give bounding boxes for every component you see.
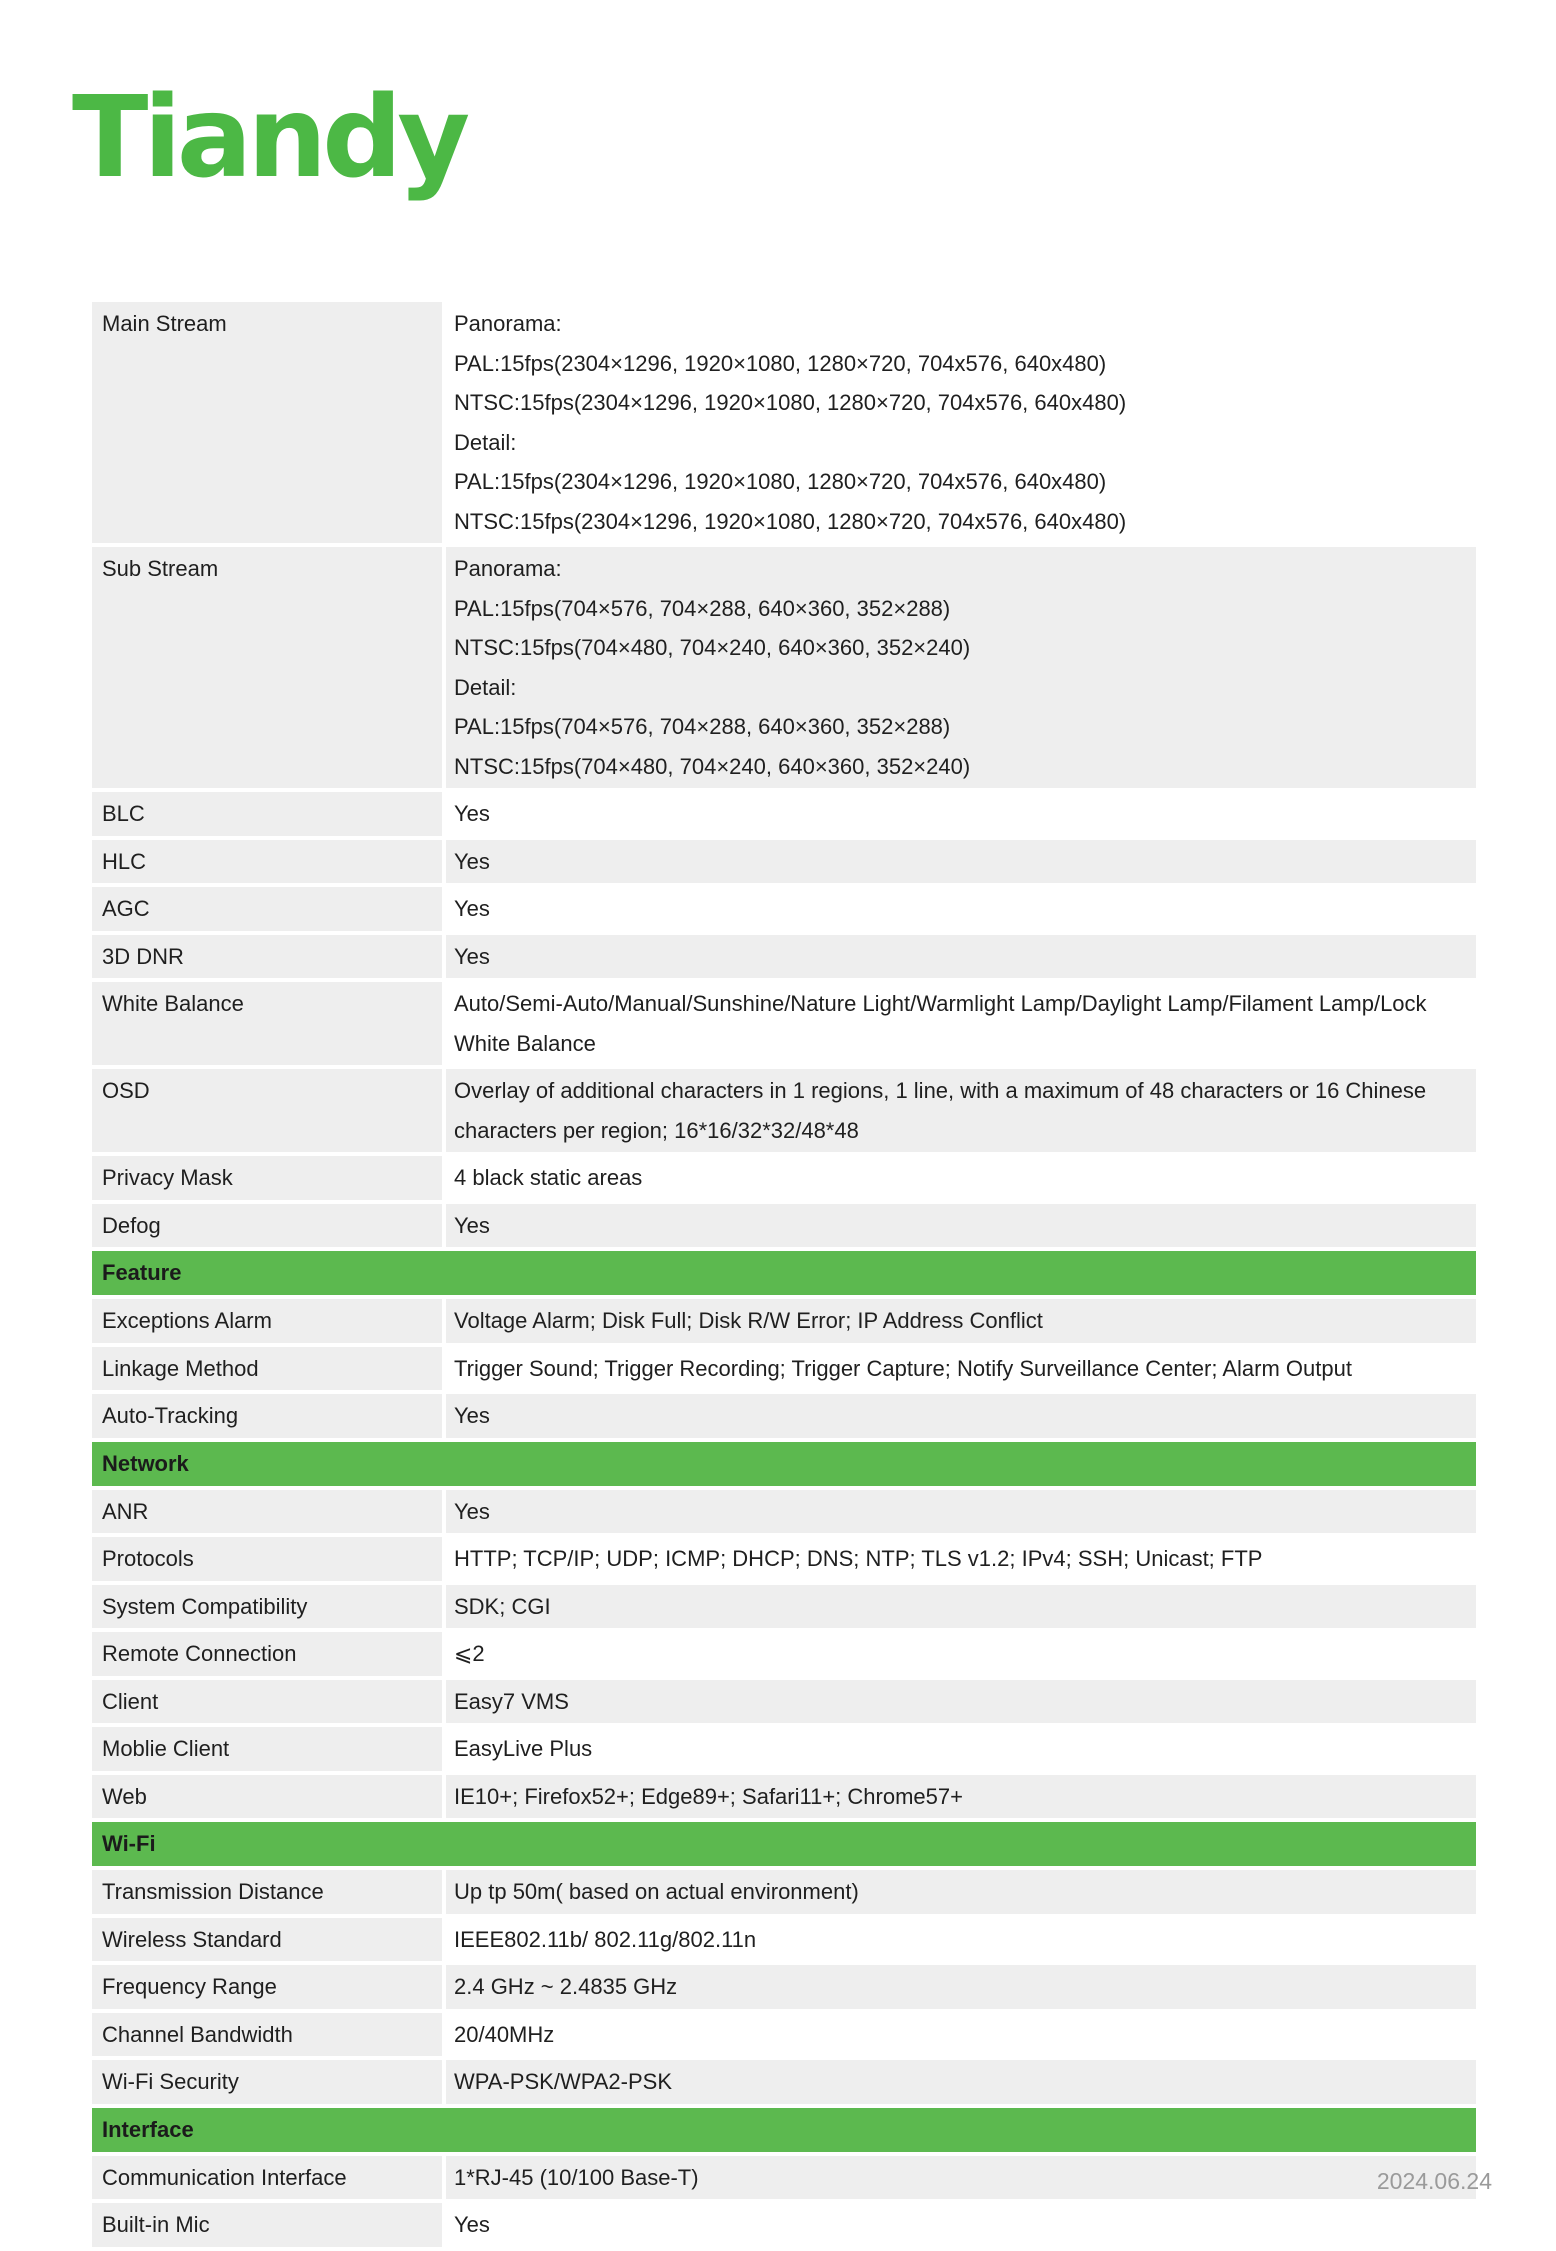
spec-value-line: NTSC:15fps(2304×1296, 1920×1080, 1280×720, 704x576, 640x480) [454,508,1127,534]
spec-label: Moblie Client [92,1727,442,1771]
spec-table [92,302,1476,2251]
section-title: Network [102,1450,189,1476]
spec-value: HTTP; TCP/IP; UDP; ICMP; DHCP; DNS; NTP; TLS v1.2; IPv4; SSH; Unicast; FTP [446,1537,1476,1581]
spec-label: Transmission Distance [92,1870,442,1914]
spec-row-exceptions-alarm [92,1299,1476,1343]
spec-value-line: NTSC:15fps(704×480, 704×240, 640×360, 352×240) [454,635,971,660]
spec-value-line: NTSC:15fps(704×480, 704×240, 640×360, 352×240) [454,753,971,779]
spec-row-wifi-security [92,2060,1476,2104]
spec-value-line: PAL:15fps(704×576, 704×288, 640×360, 352×288) [454,595,951,621]
section-header-interface [92,2108,1476,2152]
spec-label: System Compatibility [92,1585,442,1629]
spec-value-line: White Balance [454,1030,596,1056]
spec-row-system-compatibility [92,1585,1476,1629]
spec-label: Auto-Tracking [92,1394,442,1438]
spec-row-blc [92,792,1476,836]
spec-row-mobile-client [92,1727,1476,1771]
spec-value: Easy7 VMS [446,1680,1476,1724]
spec-value: ⩽2 [446,1632,1476,1676]
spec-label: Wireless Standard [92,1918,442,1962]
spec-value-line: NTSC:15fps(2304×1296, 1920×1080, 1280×720, 704x576, 640x480) [454,390,1127,415]
spec-row-wireless-standard [92,1918,1476,1962]
section-header-feature [92,1251,1476,1295]
section-title: Feature [102,1260,182,1285]
spec-label: 3D DNR [92,935,442,979]
spec-label: Main Stream [92,302,442,543]
spec-label: Exceptions Alarm [92,1299,442,1343]
spec-row-privacy-mask [92,1156,1476,1200]
spec-value: 2.4 GHz ~ 2.4835 GHz [446,1965,1476,2009]
spec-value: IE10+; Firefox52+; Edge89+; Safari11+; Chrome57+ [446,1775,1476,1819]
spec-value: Up tp 50m( based on actual environment) [446,1870,1476,1914]
spec-label: Client [92,1680,442,1724]
spec-value-line: Panorama: [454,556,562,581]
spec-label: BLC [92,792,442,836]
spec-value-line: Overlay of additional characters in 1 regions, 1 line, with a maximum of 48 characters or 16 Chinese [454,1078,1427,1103]
spec-label: Remote Connection [92,1632,442,1676]
spec-row-linkage-method [92,1347,1476,1391]
spec-value: Yes [446,792,1476,836]
spec-row-remote-connection [92,1632,1476,1676]
spec-label: Built-in Mic [92,2203,442,2247]
spec-value: 1*RJ-45 (10/100 Base-T) [446,2156,1476,2200]
spec-value [446,302,1476,543]
spec-row-protocols [92,1537,1476,1581]
spec-value-line: Detail: [454,674,517,700]
spec-row-anr [92,1490,1476,1534]
spec-label: HLC [92,840,442,884]
spec-label: Sub Stream [92,547,442,788]
spec-value [446,982,1476,1065]
section-header-network [92,1442,1476,1486]
spec-value: Yes [446,840,1476,884]
spec-row-auto-tracking [92,1394,1476,1438]
spec-value: SDK; CGI [446,1585,1476,1629]
spec-value-line: PAL:15fps(2304×1296, 1920×1080, 1280×720, 704x576, 640x480) [454,350,1107,376]
section-title: Wi-Fi [102,1831,156,1856]
spec-value: Yes [446,2203,1476,2247]
brand-logo: Tiandy [72,73,466,203]
spec-row-agc [92,887,1476,931]
spec-label: Frequency Range [92,1965,442,2009]
spec-label: Web [92,1775,442,1819]
spec-label: Privacy Mask [92,1156,442,1200]
spec-value: Yes [446,1394,1476,1438]
spec-label: Protocols [92,1537,442,1581]
spec-value: 4 black static areas [446,1156,1476,1200]
spec-value-line: Detail: [454,429,517,455]
spec-row-main-stream [92,302,1476,543]
spec-value: Yes [446,1204,1476,1248]
spec-row-osd [92,1069,1476,1152]
spec-label: Defog [92,1204,442,1248]
spec-label: AGC [92,887,442,931]
spec-row-web [92,1775,1476,1819]
spec-value: WPA-PSK/WPA2-PSK [446,2060,1476,2104]
spec-row-hlc [92,840,1476,884]
spec-value: EasyLive Plus [446,1727,1476,1771]
spec-value: Trigger Sound; Trigger Recording; Trigger Capture; Notify Surveillance Center; Alarm Output [446,1347,1476,1391]
spec-value-line: characters per region; 16*16/32*32/48*48 [454,1117,859,1143]
section-header-wifi [92,1822,1476,1866]
spec-value [446,547,1476,788]
spec-value [446,1069,1476,1152]
spec-row-3d-dnr [92,935,1476,979]
spec-row-builtin-mic [92,2203,1476,2247]
spec-value-line: PAL:15fps(704×576, 704×288, 640×360, 352×288) [454,714,951,739]
spec-label: Channel Bandwidth [92,2013,442,2057]
spec-value: IEEE802.11b/ 802.11g/802.11n [446,1918,1476,1962]
spec-value: Voltage Alarm; Disk Full; Disk R/W Error; IP Address Conflict [446,1299,1476,1343]
spec-value-line: Panorama: [454,311,562,336]
spec-value: 20/40MHz [446,2013,1476,2057]
section-title: Interface [102,2116,194,2142]
spec-label: Linkage Method [92,1347,442,1391]
spec-label: ANR [92,1490,442,1534]
spec-row-defog [92,1204,1476,1248]
spec-value: Yes [446,887,1476,931]
spec-row-channel-bandwidth [92,2013,1476,2057]
spec-label: Wi-Fi Security [92,2060,442,2104]
document-date: 2024.06.24 [1376,2168,1492,2194]
spec-row-client [92,1680,1476,1724]
spec-value: Yes [446,1490,1476,1534]
spec-label: Communication Interface [92,2156,442,2200]
spec-value-line: Auto/Semi-Auto/Manual/Sunshine/Nature Light/Warmlight Lamp/Daylight Lamp/Filament Lamp/Lock [454,991,1427,1016]
spec-row-communication-interface [92,2156,1476,2200]
spec-label: OSD [92,1069,442,1152]
spec-value: Yes [446,935,1476,979]
spec-value-line: PAL:15fps(2304×1296, 1920×1080, 1280×720, 704x576, 640x480) [454,469,1107,494]
spec-row-sub-stream [92,547,1476,788]
spec-row-frequency-range [92,1965,1476,2009]
spec-row-transmission-distance [92,1870,1476,1914]
spec-label: White Balance [92,982,442,1065]
spec-row-white-balance [92,982,1476,1065]
